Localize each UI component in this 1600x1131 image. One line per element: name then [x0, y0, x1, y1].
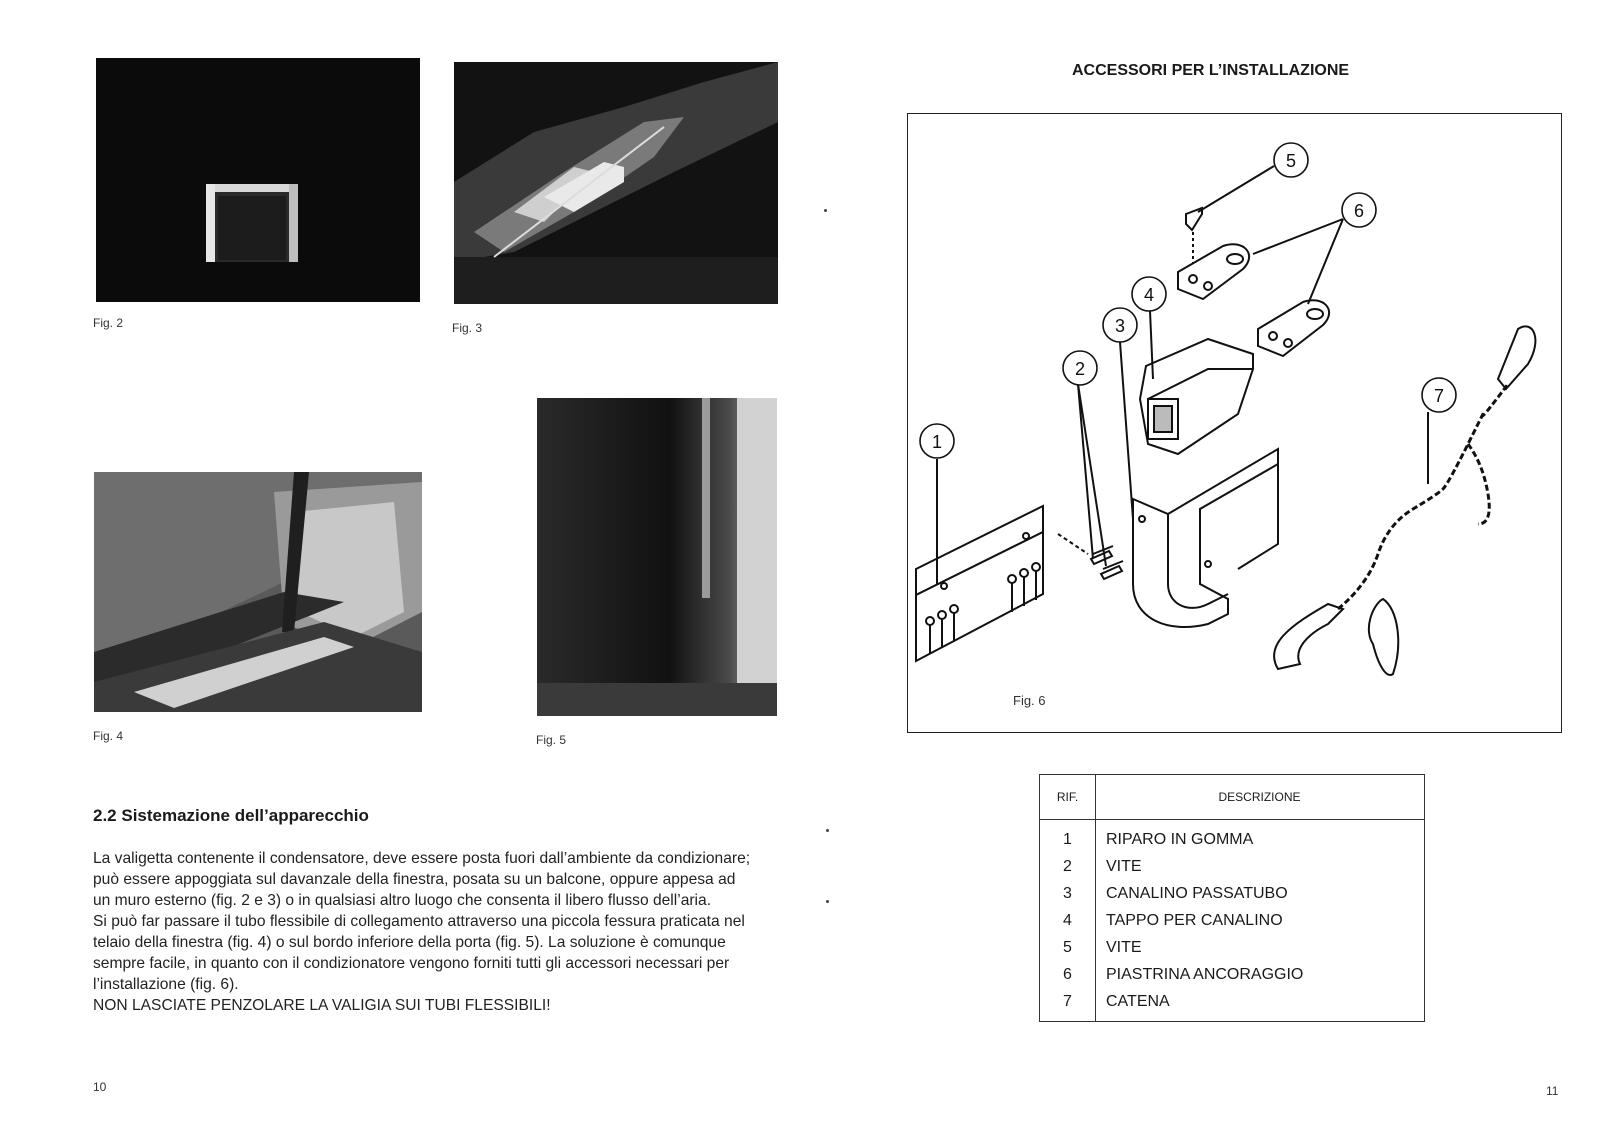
page-number-right: 11	[1546, 1084, 1559, 1098]
row-rif: 5	[1040, 934, 1096, 961]
callout-2-label: 2	[1074, 359, 1086, 379]
table-row	[1040, 853, 1425, 880]
callout-3	[1103, 308, 1137, 342]
row-rif: 2	[1040, 853, 1096, 880]
chain-drawing	[1274, 326, 1535, 675]
tube-channel-drawing	[1133, 449, 1278, 627]
table-row	[1040, 988, 1425, 1022]
row-rif: 3	[1040, 880, 1096, 907]
table-header-row	[1040, 775, 1425, 820]
row-rif: 6	[1040, 961, 1096, 988]
fig4-photo	[94, 472, 422, 712]
row-rif: 4	[1040, 907, 1096, 934]
channel-plug-drawing	[1140, 339, 1253, 454]
callout-1	[920, 424, 954, 458]
accessories-diagram	[908, 114, 1560, 731]
fig6-caption: Fig. 6	[1013, 693, 1046, 708]
row-desc: VITE	[1106, 857, 1142, 875]
row-rif: 7	[1040, 988, 1096, 1022]
speck	[826, 900, 829, 903]
fig5-photo	[537, 398, 777, 716]
speck	[826, 829, 829, 832]
paragraph-1: La valigetta contenente il condensatore, deve essere posta fuori dall’ambiente da condizionare; può essere appoggiata sul davanzale della finestra, posata su un balcone, oppure appesa ad un muro esterno (fig. 2 e 3) o in qualsiasi altro luogo che consenta il libero flusso dell’aria.	[93, 850, 751, 909]
header-descrizione: DESCRIZIONE	[1096, 775, 1425, 820]
fig3-photo	[454, 62, 778, 304]
fig4-caption: Fig. 4	[93, 729, 124, 743]
callout-7-label: 7	[1433, 386, 1445, 406]
row-desc: VITE	[1106, 938, 1142, 956]
callout-2	[1063, 351, 1097, 385]
table-row	[1040, 907, 1425, 934]
callout-7	[1422, 378, 1456, 412]
section-title: 2.2 Sistemazione dell’apparecchio	[93, 806, 369, 825]
row-desc: RIPARO IN GOMMA	[1106, 830, 1254, 848]
page-number-left: 10	[93, 1080, 107, 1094]
callout-4-label: 4	[1143, 285, 1155, 305]
callout-5-label: 5	[1285, 151, 1297, 171]
fig2-caption: Fig. 2	[93, 316, 124, 330]
accessories-title: ACCESSORI PER L’INSTALLAZIONE	[1072, 62, 1350, 79]
callout-6	[1342, 193, 1376, 227]
table-row	[1040, 880, 1425, 907]
row-desc: CATENA	[1106, 992, 1170, 1010]
fig6-frame	[907, 113, 1562, 733]
callout-6-label: 6	[1353, 201, 1365, 221]
table-row	[1040, 934, 1425, 961]
callout-3-label: 3	[1114, 316, 1126, 336]
header-rif: RIF.	[1040, 775, 1096, 820]
row-desc: CANALINO PASSATUBO	[1106, 884, 1288, 902]
anchor-plate-drawing	[1178, 244, 1329, 356]
row-desc: PIASTRINA ANCORAGGIO	[1106, 965, 1304, 983]
row-desc: TAPPO PER CANALINO	[1106, 911, 1283, 929]
fig5-caption: Fig. 5	[536, 733, 567, 747]
fig2-photo	[96, 58, 420, 302]
callout-4	[1132, 277, 1166, 311]
rubber-guard-drawing	[916, 506, 1043, 661]
paragraph-2: Si può far passare il tubo flessibile di collegamento attraverso una piccola fessura praticata nel telaio della finestra (fig. 4) o sul bordo inferiore della porta (fig. 5). La soluzione è comunque sempre facile, in quanto con il condizionatore vengono forniti tutti gli accessori necessari per l’installazione (fig. 6).	[93, 913, 745, 993]
body-text	[93, 848, 753, 1016]
row-rif: 1	[1040, 820, 1096, 854]
table-row	[1040, 820, 1425, 854]
callout-1-label: 1	[931, 432, 943, 452]
reference-table	[1039, 774, 1425, 1022]
paragraph-3: NON LASCIATE PENZOLARE LA VALIGIA SUI TUBI FLESSIBILI!	[93, 997, 551, 1014]
callout-5	[1274, 143, 1308, 177]
table-row	[1040, 961, 1425, 988]
speck	[824, 209, 827, 212]
fig3-caption: Fig. 3	[452, 321, 483, 335]
